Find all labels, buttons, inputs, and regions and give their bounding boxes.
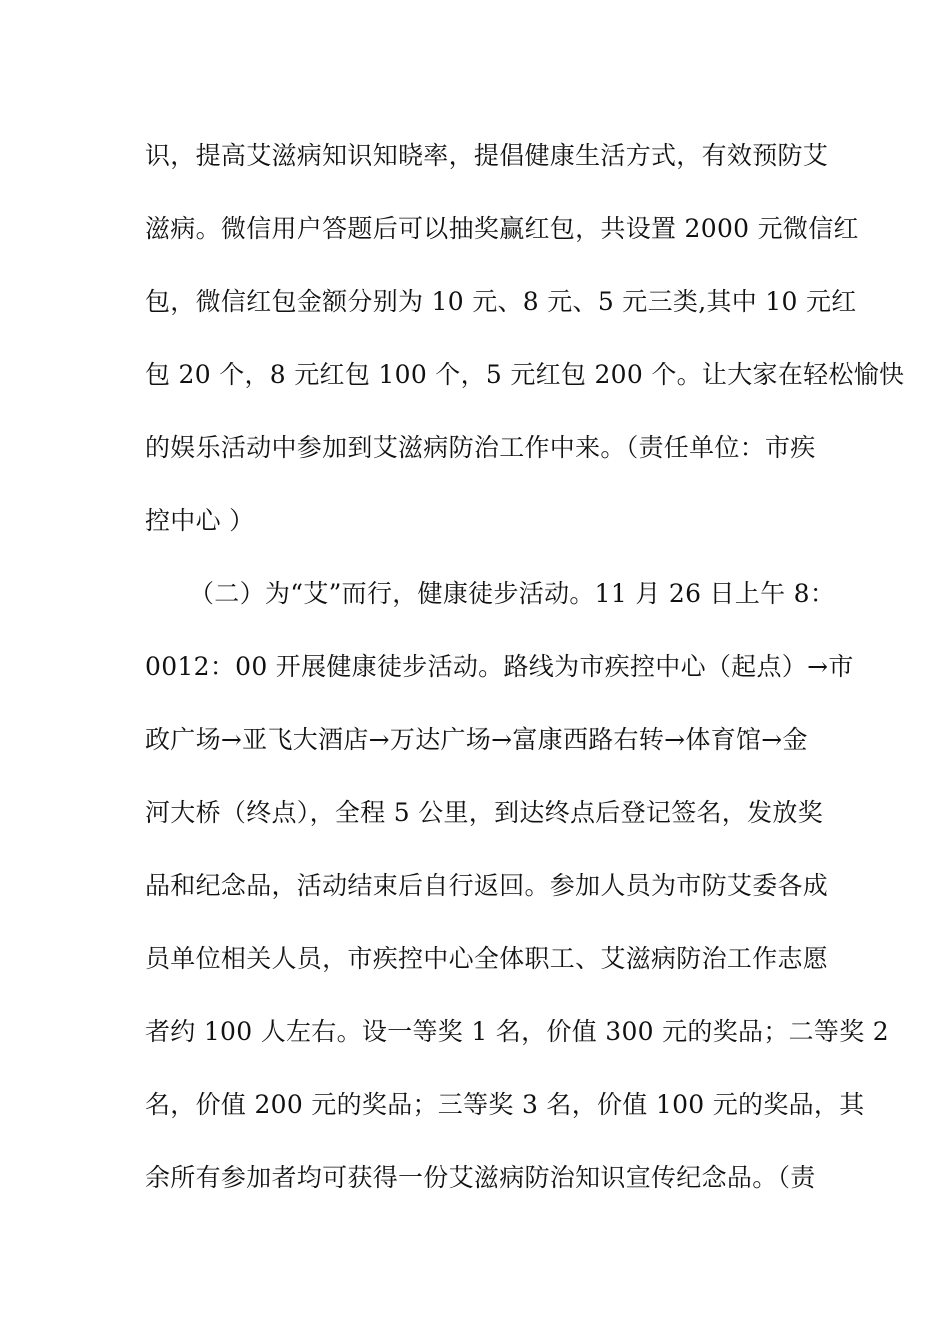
text-line-11: 品和纪念品，活动结束后自行返回。参加人员为市防艾委各成 <box>145 871 829 900</box>
text-line-6: 控中心 ） <box>145 506 255 535</box>
paragraph-2 <box>145 557 889 1214</box>
text-line-4: 包 20 个，8 元红包 100 个，5 元红包 200 个。让大家在轻松愉快 <box>145 360 905 389</box>
text-line-8: 0012：00 开展健康徒步活动。路线为市疾控中心（起点）→市 <box>145 652 854 681</box>
text-line-12: 员单位相关人员，市疾控中心全体职工、艾滋病防治工作志愿 <box>145 944 829 973</box>
text-line-10: 河大桥（终点），全程 5 公里，到达终点后登记签名，发放奖 <box>145 798 824 827</box>
text-line-2: 滋病。微信用户答题后可以抽奖赢红包，共设置 2000 元微信红 <box>145 214 859 243</box>
text-line-15: 余所有参加者均可获得一份艾滋病防治知识宣传纪念品。（责 <box>145 1163 816 1192</box>
text-line-7: （二）为“艾”而行，健康徒步活动。11 月 26 日上午 8： <box>189 579 836 608</box>
text-line-9: 政广场→亚飞大酒店→万达广场→富康西路右转→体育馆→金 <box>145 725 808 754</box>
text-line-14: 名，价值 200 元的奖品；三等奖 3 名，价值 100 元的奖品，其 <box>145 1090 865 1119</box>
text-line-3: 包，微信红包金额分别为 10 元、8 元、5 元三类,其中 10 元红 <box>145 287 857 316</box>
text-line-5: 的娱乐活动中参加到艾滋病防治工作中来。（责任单位：市疾 <box>145 433 816 462</box>
text-line-1: 识，提高艾滋病知识知晓率，提倡健康生活方式，有效预防艾 <box>145 141 829 170</box>
paragraph-1 <box>145 119 905 557</box>
text-line-13: 者约 100 人左右。设一等奖 1 名，价值 300 元的奖品；二等奖 2 <box>145 1017 889 1046</box>
